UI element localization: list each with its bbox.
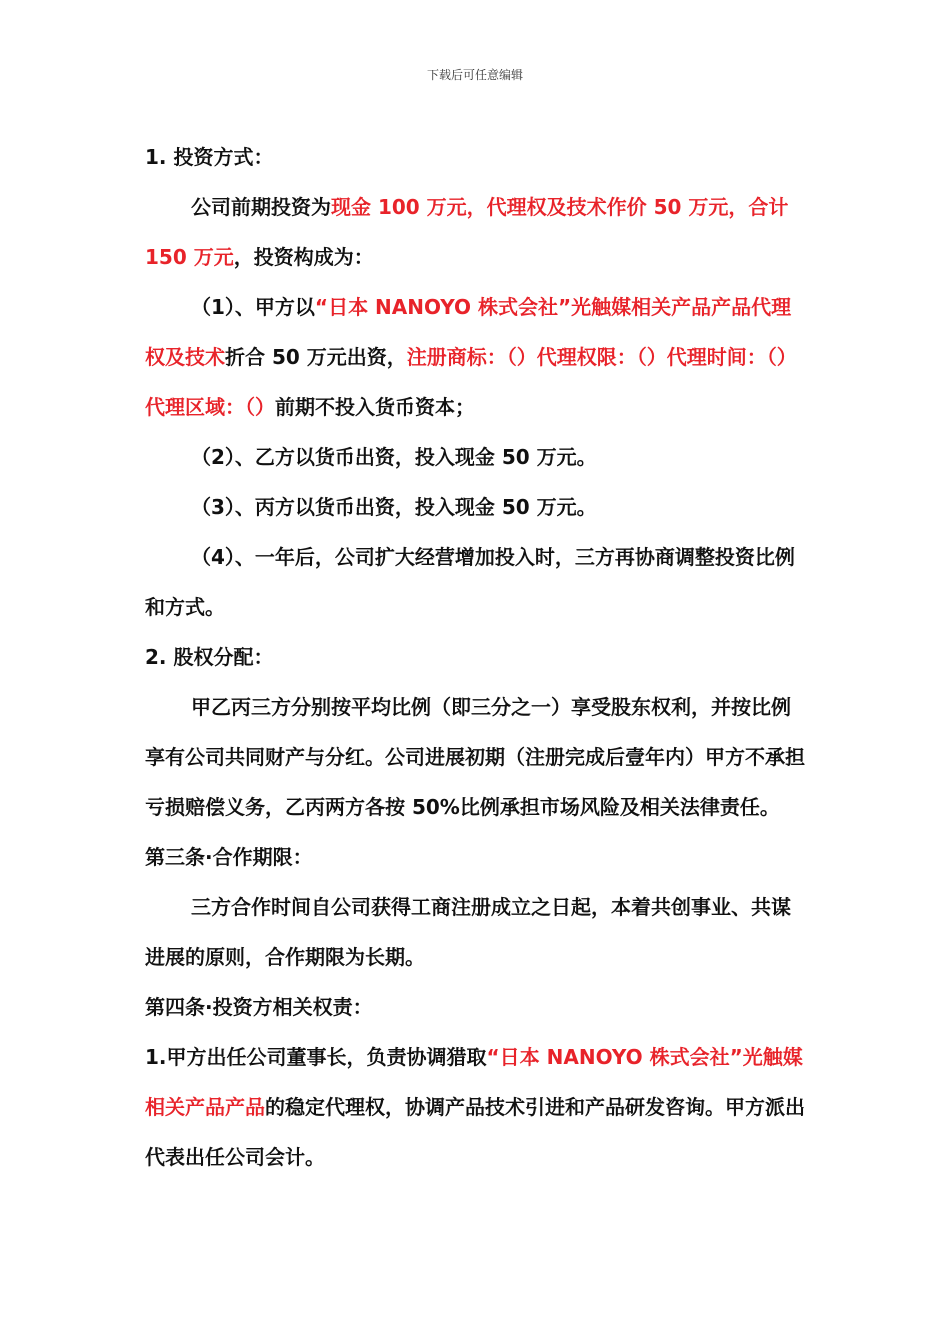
investment-text-a: 公司前期投资为 [191, 195, 331, 219]
item-1-text-b: 折合 50 万元出资， [225, 345, 407, 369]
party-a-duties-paragraph [145, 1032, 810, 1182]
item-1-highlight-2: 注册商标：（）代理权限：（）代理时间：（）代理区域：（） [145, 345, 797, 419]
term-paragraph: 三方合作时间自公司获得工商注册成立之日起，本着共创事业、共谋进展的原则，合作期限为长期。 [145, 895, 791, 969]
page-header: 下载后可任意编辑 [426, 68, 523, 82]
investment-text-b: ，投资构成为： [233, 245, 374, 269]
party-a-highlight: “日本 NANOYO 株式会社”光触媒相关产品产品 [145, 1045, 803, 1119]
item-3: （3）、丙方以货币出资，投入现金 50 万元。 [191, 495, 597, 519]
equity-paragraph: 甲乙丙三方分别按平均比例（即三分之一）享受股东权利，并按比例享有公司共同财产与分红。公司进展初期（注册完成后壹年内）甲方不承担亏损赔偿义务，乙丙两方各按 50%比例承担市场风险及相关法律责任。 [145, 695, 805, 819]
article-4-title: 第四条·投资方相关权责： [145, 995, 373, 1019]
article-3-title: 第三条·合作期限： [145, 845, 313, 869]
item-4: （4）、一年后，公司扩大经营增加投入时，三方再协商调整投资比例和方式。 [145, 545, 795, 619]
party-a-text-a: 1.甲方出任公司董事长，负责协调猎取 [145, 1045, 487, 1069]
item-1-highlight-1: “日本 NANOYO 株式会社”光触媒相关产品产品代理权及技术 [145, 295, 792, 369]
section-1-title: 1. 投资方式： [145, 145, 274, 169]
investment-paragraph [145, 182, 810, 282]
section-2-title: 2. 股权分配： [145, 645, 274, 669]
item-1-text-a: （1）、甲方以 [191, 295, 315, 319]
item-1 [145, 282, 810, 432]
document-body [145, 132, 810, 1182]
investment-amount-highlight: 现金 100 万元，代理权及技术作价 50 万元，合计 150 万元 [145, 195, 789, 269]
item-2: （2）、乙方以货币出资，投入现金 50 万元。 [191, 445, 597, 469]
party-a-text-b: 的稳定代理权，协调产品技术引进和产品研发咨询。甲方派出代表出任公司会计。 [145, 1095, 805, 1169]
item-1-text-c: 前期不投入货币资本； [275, 395, 475, 419]
